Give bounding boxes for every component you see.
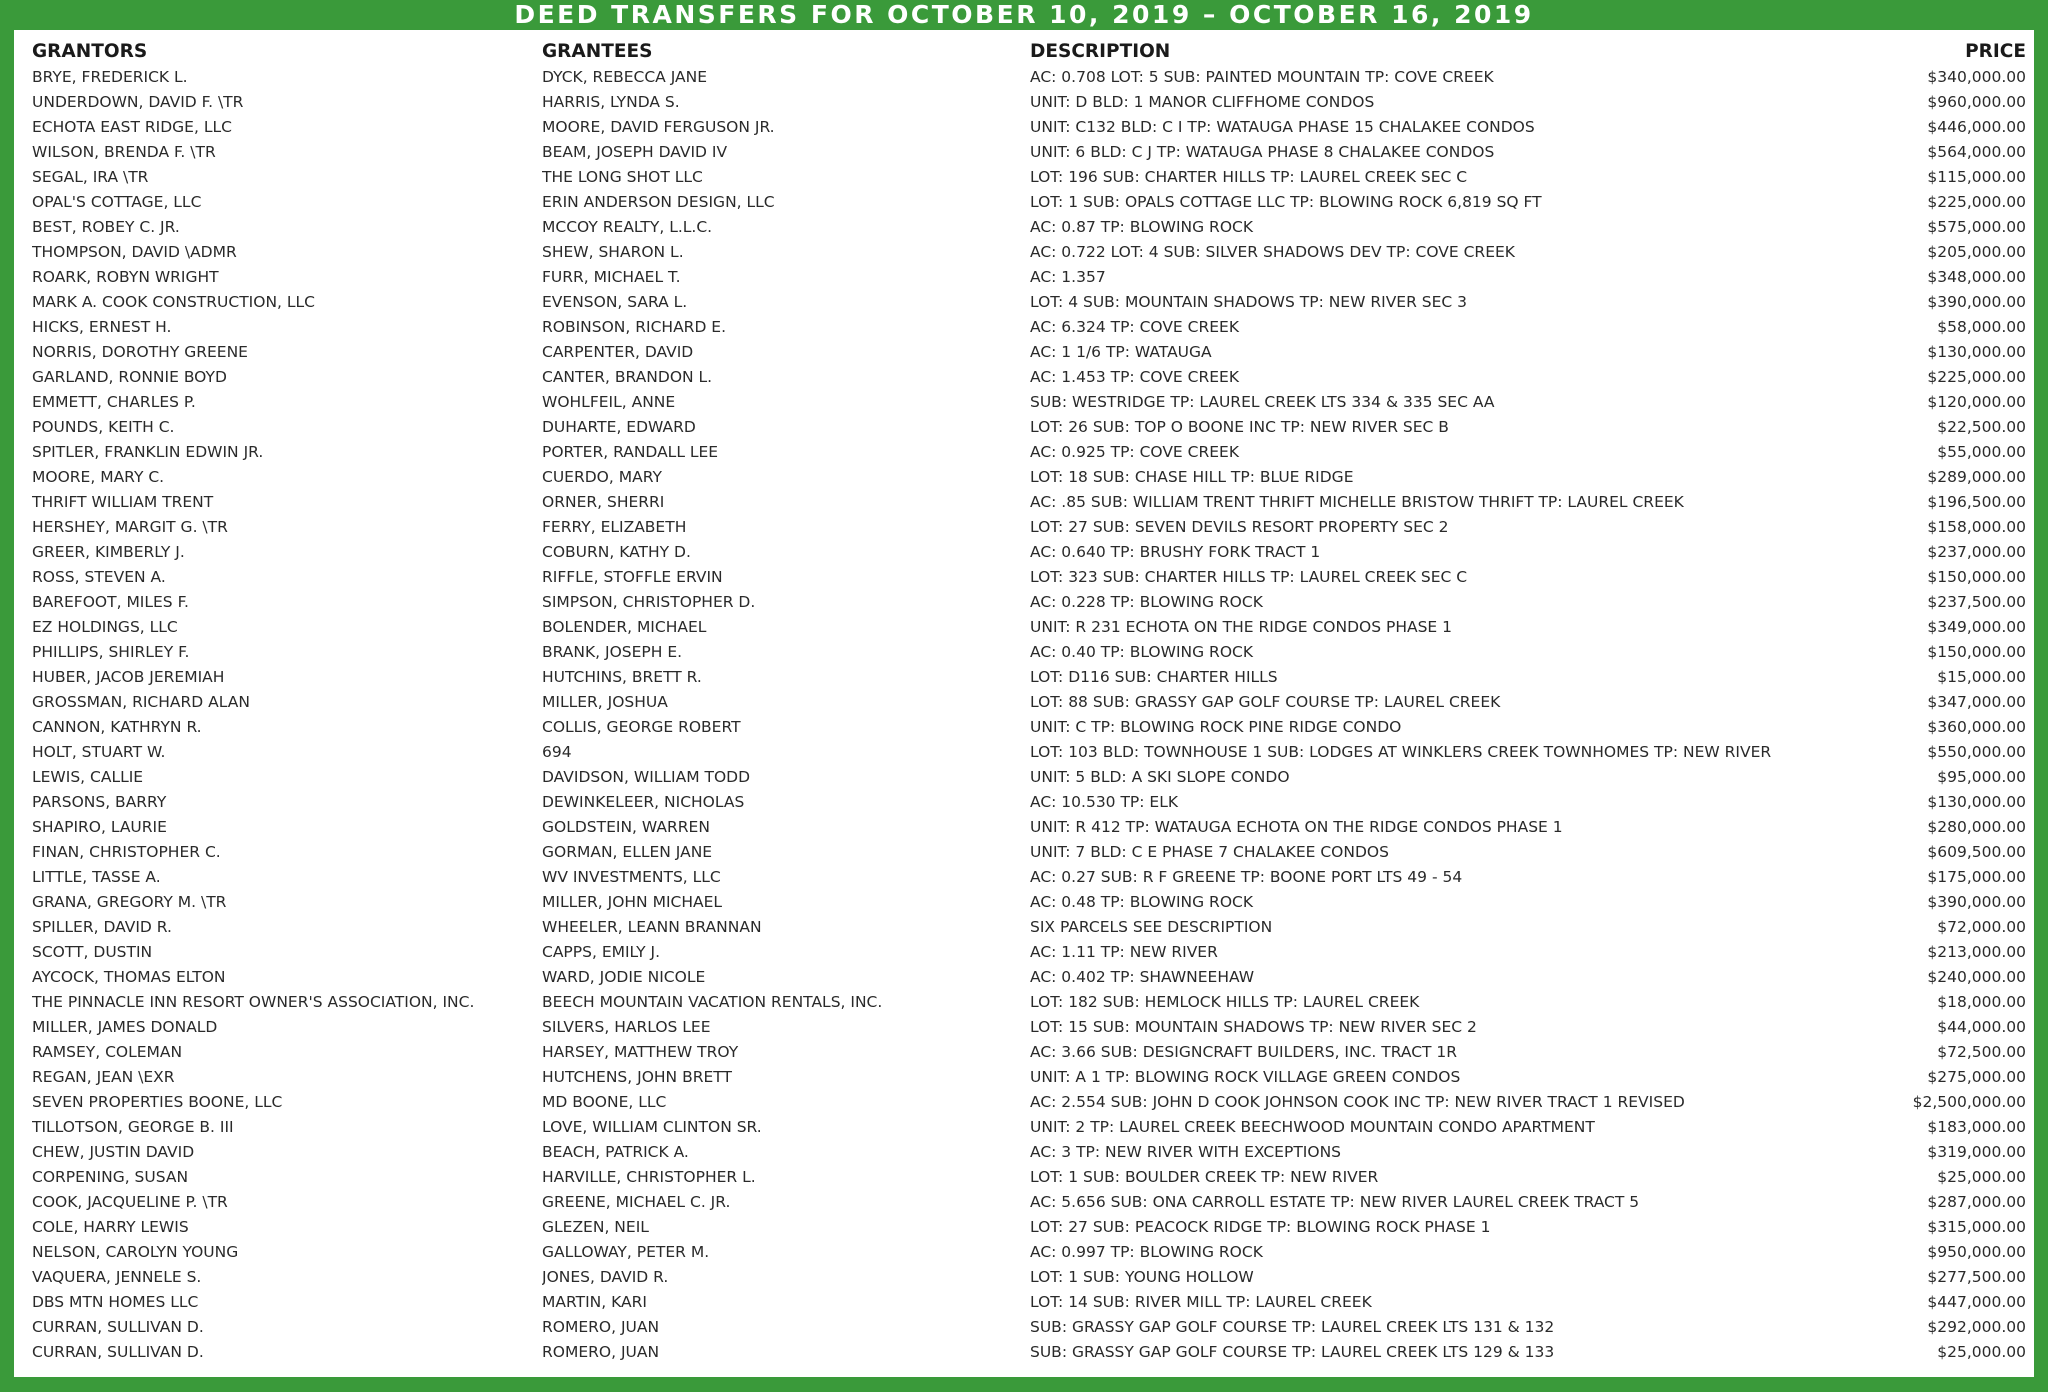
price-header: PRICE bbox=[1965, 41, 2026, 62]
description-cell: AC: 0.48 TP: BLOWING ROCK bbox=[1030, 892, 1254, 911]
price-cell: $390,000.00 bbox=[1927, 292, 2026, 311]
grantee-cell: GORMAN, ELLEN JANE bbox=[542, 842, 713, 861]
description-cell: UNIT: 2 TP: LAUREL CREEK BEECHWOOD MOUNTAIN CONDO APARTMENT bbox=[1030, 1117, 1595, 1136]
grantee-cell: SIMPSON, CHRISTOPHER D. bbox=[542, 592, 756, 611]
description-cell: LOT: 14 SUB: RIVER MILL TP: LAUREL CREEK bbox=[1030, 1292, 1372, 1311]
grantee-cell: COLLIS, GEORGE ROBERT bbox=[542, 717, 741, 736]
description-cell: UNIT: C132 BLD: C I TP: WATAUGA PHASE 15 CHALAKEE CONDOS bbox=[1030, 117, 1535, 136]
grantor-cell: NELSON, CAROLYN YOUNG bbox=[32, 1242, 239, 1261]
grantee-cell: COBURN, KATHY D. bbox=[542, 542, 691, 561]
grantor-cell: PHILLIPS, SHIRLEY F. bbox=[32, 642, 190, 661]
price-cell: $950,000.00 bbox=[1927, 1242, 2026, 1261]
grantor-cell: BAREFOOT, MILES F. bbox=[32, 592, 189, 611]
grantee-cell: MD BOONE, LLC bbox=[542, 1092, 667, 1111]
description-cell: AC: 0.40 TP: BLOWING ROCK bbox=[1030, 642, 1254, 661]
grantor-cell: REGAN, JEAN \EXR bbox=[32, 1067, 175, 1086]
table-row bbox=[32, 139, 2026, 164]
table-row bbox=[32, 1264, 2026, 1289]
description-header: DESCRIPTION bbox=[1030, 41, 1171, 62]
description-cell: LOT: 26 SUB: TOP O BOONE INC TP: NEW RIVER SEC B bbox=[1030, 417, 1449, 436]
grantor-cell: THRIFT WILLIAM TRENT bbox=[32, 492, 214, 511]
description-cell: AC: 0.640 TP: BRUSHY FORK TRACT 1 bbox=[1030, 542, 1321, 561]
table-row bbox=[32, 1139, 2026, 1164]
grantor-cell: LEWIS, CALLIE bbox=[32, 767, 144, 786]
price-cell: $340,000.00 bbox=[1927, 67, 2026, 86]
price-cell: $277,500.00 bbox=[1927, 1267, 2026, 1286]
grantor-cell: GROSSMAN, RICHARD ALAN bbox=[32, 692, 250, 711]
table-row bbox=[32, 839, 2026, 864]
description-cell: LOT: 196 SUB: CHARTER HILLS TP: LAUREL CREEK SEC C bbox=[1030, 167, 1468, 186]
description-cell: AC: 3.66 SUB: DESIGNCRAFT BUILDERS, INC. TRACT 1R bbox=[1030, 1042, 1458, 1061]
grantee-cell: ROMERO, JUAN bbox=[542, 1317, 660, 1336]
description-cell: SUB: GRASSY GAP GOLF COURSE TP: LAUREL CREEK LTS 129 & 133 bbox=[1030, 1342, 1555, 1361]
price-cell: $287,000.00 bbox=[1927, 1192, 2026, 1211]
price-cell: $960,000.00 bbox=[1927, 92, 2026, 111]
table-row bbox=[32, 639, 2026, 664]
price-cell: $609,500.00 bbox=[1927, 842, 2026, 861]
grantor-cell: PARSONS, BARRY bbox=[32, 792, 167, 811]
price-cell: $213,000.00 bbox=[1927, 942, 2026, 961]
table-row bbox=[32, 614, 2026, 639]
price-cell: $349,000.00 bbox=[1927, 617, 2026, 636]
price-cell: $95,000.00 bbox=[1937, 767, 2026, 786]
grantee-cell: WV INVESTMENTS, LLC bbox=[542, 867, 721, 886]
table-row bbox=[32, 1214, 2026, 1239]
grantor-cell: RAMSEY, COLEMAN bbox=[32, 1042, 183, 1061]
table-body bbox=[32, 64, 2026, 1364]
price-cell: $205,000.00 bbox=[1927, 242, 2026, 261]
price-cell: $447,000.00 bbox=[1927, 1292, 2026, 1311]
table-row bbox=[32, 1164, 2026, 1189]
grantor-cell: THE PINNACLE INN RESORT OWNER'S ASSOCIATION, INC. bbox=[32, 992, 475, 1011]
table-row bbox=[32, 1039, 2026, 1064]
price-cell: $175,000.00 bbox=[1927, 867, 2026, 886]
grantor-cell: POUNDS, KEITH C. bbox=[32, 417, 175, 436]
description-cell: SUB: WESTRIDGE TP: LAUREL CREEK LTS 334 & 335 SEC AA bbox=[1030, 392, 1495, 411]
grantee-cell: FERRY, ELIZABETH bbox=[542, 517, 687, 536]
grantee-cell: BRANK, JOSEPH E. bbox=[542, 642, 683, 661]
table-row bbox=[32, 1314, 2026, 1339]
grantees-header: GRANTEES bbox=[542, 41, 653, 62]
table-row bbox=[32, 739, 2026, 764]
grantee-cell: CUERDO, MARY bbox=[542, 467, 662, 486]
price-cell: $237,000.00 bbox=[1927, 542, 2026, 561]
price-cell: $289,000.00 bbox=[1927, 467, 2026, 486]
table-row bbox=[32, 514, 2026, 539]
grantee-cell: MILLER, JOSHUA bbox=[542, 692, 668, 711]
table-row bbox=[32, 1239, 2026, 1264]
grantor-cell: CHEW, JUSTIN DAVID bbox=[32, 1142, 195, 1161]
description-cell: LOT: 88 SUB: GRASSY GAP GOLF COURSE TP: LAUREL CREEK bbox=[1030, 692, 1501, 711]
grantor-cell: ECHOTA EAST RIDGE, LLC bbox=[32, 117, 232, 136]
description-cell: LOT: 323 SUB: CHARTER HILLS TP: LAUREL CREEK SEC C bbox=[1030, 567, 1468, 586]
grantor-cell: HERSHEY, MARGIT G. \TR bbox=[32, 517, 228, 536]
grantee-cell: EVENSON, SARA L. bbox=[542, 292, 688, 311]
price-cell: $292,000.00 bbox=[1927, 1317, 2026, 1336]
grantor-cell: MOORE, MARY C. bbox=[32, 467, 165, 486]
table-row bbox=[32, 1289, 2026, 1314]
description-cell: AC: 3 TP: NEW RIVER WITH EXCEPTIONS bbox=[1030, 1142, 1341, 1161]
grantee-cell: WARD, JODIE NICOLE bbox=[542, 967, 706, 986]
grantee-cell: RIFFLE, STOFFLE ERVIN bbox=[542, 567, 723, 586]
table-row bbox=[32, 664, 2026, 689]
price-cell: $18,000.00 bbox=[1937, 992, 2026, 1011]
price-cell: $150,000.00 bbox=[1927, 642, 2026, 661]
table-row bbox=[32, 939, 2026, 964]
price-cell: $319,000.00 bbox=[1927, 1142, 2026, 1161]
description-cell: LOT: 182 SUB: HEMLOCK HILLS TP: LAUREL CREEK bbox=[1030, 992, 1420, 1011]
description-cell: LOT: 1 SUB: YOUNG HOLLOW bbox=[1030, 1267, 1254, 1286]
description-cell: AC: 0.87 TP: BLOWING ROCK bbox=[1030, 217, 1254, 236]
grantor-cell: COLE, HARRY LEWIS bbox=[32, 1217, 189, 1236]
price-cell: $446,000.00 bbox=[1927, 117, 2026, 136]
grantor-cell: MARK A. COOK CONSTRUCTION, LLC bbox=[32, 292, 315, 311]
description-cell: AC: 0.722 LOT: 4 SUB: SILVER SHADOWS DEV TP: COVE CREEK bbox=[1030, 242, 1515, 261]
grantee-cell: PORTER, RANDALL LEE bbox=[542, 442, 719, 461]
grantee-cell: DYCK, REBECCA JANE bbox=[542, 67, 708, 86]
grantor-cell: NORRIS, DOROTHY GREENE bbox=[32, 342, 248, 361]
grantor-cell: BRYE, FREDERICK L. bbox=[32, 67, 188, 86]
grantee-cell: CAPPS, EMILY J. bbox=[542, 942, 661, 961]
price-cell: $55,000.00 bbox=[1937, 442, 2026, 461]
grantor-cell: WILSON, BRENDA F. \TR bbox=[32, 142, 216, 161]
grantor-cell: SPILLER, DAVID R. bbox=[32, 917, 172, 936]
grantor-cell: SCOTT, DUSTIN bbox=[32, 942, 153, 961]
description-cell: AC: 6.324 TP: COVE CREEK bbox=[1030, 317, 1239, 336]
grantee-cell: WOHLFEIL, ANNE bbox=[542, 392, 676, 411]
grantee-cell: SHEW, SHARON L. bbox=[542, 242, 684, 261]
grantee-cell: GLEZEN, NEIL bbox=[542, 1217, 649, 1236]
description-cell: AC: 2.554 SUB: JOHN D COOK JOHNSON COOK INC TP: NEW RIVER TRACT 1 REVISED bbox=[1030, 1092, 1685, 1111]
page-title: DEED TRANSFERS FOR OCTOBER 10, 2019 – OCTOBER 16, 2019 bbox=[514, 0, 1534, 29]
grantor-cell: CANNON, KATHRYN R. bbox=[32, 717, 202, 736]
grantee-cell: MOORE, DAVID FERGUSON JR. bbox=[542, 117, 775, 136]
table-row bbox=[32, 264, 2026, 289]
grantor-cell: CURRAN, SULLIVAN D. bbox=[32, 1317, 204, 1336]
grantor-cell: HOLT, STUART W. bbox=[32, 742, 166, 761]
table-row bbox=[32, 814, 2026, 839]
grantee-cell: SILVERS, HARLOS LEE bbox=[542, 1017, 711, 1036]
grantor-cell: HUBER, JACOB JEREMIAH bbox=[32, 667, 225, 686]
table-row bbox=[32, 564, 2026, 589]
table-row bbox=[32, 464, 2026, 489]
grantee-cell: LOVE, WILLIAM CLINTON SR. bbox=[542, 1117, 762, 1136]
grantor-cell: THOMPSON, DAVID \ADMR bbox=[32, 242, 237, 261]
table-row bbox=[32, 364, 2026, 389]
table-row bbox=[32, 1339, 2026, 1364]
grantee-cell: BOLENDER, MICHAEL bbox=[542, 617, 707, 636]
grantee-cell: JONES, DAVID R. bbox=[542, 1267, 669, 1286]
grantor-cell: BEST, ROBEY C. JR. bbox=[32, 217, 180, 236]
grantor-cell: COOK, JACQUELINE P. \TR bbox=[32, 1192, 228, 1211]
price-cell: $2,500,000.00 bbox=[1912, 1092, 2026, 1111]
grantor-cell: OPAL'S COTTAGE, LLC bbox=[32, 192, 202, 211]
description-cell: LOT: 18 SUB: CHASE HILL TP: BLUE RIDGE bbox=[1030, 467, 1354, 486]
price-cell: $44,000.00 bbox=[1937, 1017, 2026, 1036]
description-cell: UNIT: R 231 ECHOTA ON THE RIDGE CONDOS PHASE 1 bbox=[1030, 617, 1453, 636]
price-cell: $275,000.00 bbox=[1927, 1067, 2026, 1086]
table-row bbox=[32, 439, 2026, 464]
description-cell: AC: 0.27 SUB: R F GREENE TP: BOONE PORT LTS 49 - 54 bbox=[1030, 867, 1463, 886]
grantor-cell: SEGAL, IRA \TR bbox=[32, 167, 149, 186]
price-cell: $575,000.00 bbox=[1927, 217, 2026, 236]
table-row bbox=[32, 989, 2026, 1014]
price-cell: $130,000.00 bbox=[1927, 342, 2026, 361]
table-row bbox=[32, 689, 2026, 714]
table-row bbox=[32, 889, 2026, 914]
grantor-cell: HICKS, ERNEST H. bbox=[32, 317, 172, 336]
price-cell: $72,500.00 bbox=[1937, 1042, 2026, 1061]
grantee-cell: ORNER, SHERRI bbox=[542, 492, 665, 511]
price-cell: $347,000.00 bbox=[1927, 692, 2026, 711]
price-cell: $280,000.00 bbox=[1927, 817, 2026, 836]
table-row bbox=[32, 214, 2026, 239]
grantee-cell: BEECH MOUNTAIN VACATION RENTALS, INC. bbox=[542, 992, 883, 1011]
grantee-cell: MCCOY REALTY, L.L.C. bbox=[542, 217, 713, 236]
table-row bbox=[32, 789, 2026, 814]
description-cell: UNIT: R 412 TP: WATAUGA ECHOTA ON THE RIDGE CONDOS PHASE 1 bbox=[1030, 817, 1563, 836]
description-cell: AC: 1 1/6 TP: WATAUGA bbox=[1030, 342, 1212, 361]
grantor-cell: SHAPIRO, LAURIE bbox=[32, 817, 167, 836]
description-cell: AC: 1.453 TP: COVE CREEK bbox=[1030, 367, 1239, 386]
table-row bbox=[32, 864, 2026, 889]
grantor-cell: AYCOCK, THOMAS ELTON bbox=[32, 967, 226, 986]
grantor-cell: SEVEN PROPERTIES BOONE, LLC bbox=[32, 1092, 283, 1111]
description-cell: AC: 0.402 TP: SHAWNEEHAW bbox=[1030, 967, 1255, 986]
grantee-cell: MILLER, JOHN MICHAEL bbox=[542, 892, 723, 911]
grantor-cell: CURRAN, SULLIVAN D. bbox=[32, 1342, 204, 1361]
grantee-cell: 694 bbox=[542, 742, 572, 761]
price-cell: $22,500.00 bbox=[1937, 417, 2026, 436]
price-cell: $115,000.00 bbox=[1927, 167, 2026, 186]
description-cell: AC: 1.11 TP: NEW RIVER bbox=[1030, 942, 1218, 961]
price-cell: $183,000.00 bbox=[1927, 1117, 2026, 1136]
grantor-cell: SPITLER, FRANKLIN EDWIN JR. bbox=[32, 442, 264, 461]
price-cell: $25,000.00 bbox=[1937, 1342, 2026, 1361]
price-cell: $390,000.00 bbox=[1927, 892, 2026, 911]
grantor-cell: GRANA, GREGORY M. \TR bbox=[32, 892, 227, 911]
price-cell: $225,000.00 bbox=[1927, 192, 2026, 211]
price-cell: $158,000.00 bbox=[1927, 517, 2026, 536]
table-row bbox=[32, 1089, 2026, 1114]
grantee-cell: DUHARTE, EDWARD bbox=[542, 417, 696, 436]
grantor-cell: UNDERDOWN, DAVID F. \TR bbox=[32, 92, 244, 111]
price-cell: $348,000.00 bbox=[1927, 267, 2026, 286]
description-cell: UNIT: D BLD: 1 MANOR CLIFFHOME CONDOS bbox=[1030, 92, 1375, 111]
grantee-cell: CARPENTER, DAVID bbox=[542, 342, 694, 361]
description-cell: LOT: 27 SUB: PEACOCK RIDGE TP: BLOWING ROCK PHASE 1 bbox=[1030, 1217, 1491, 1236]
table-row bbox=[32, 339, 2026, 364]
table-row bbox=[32, 414, 2026, 439]
grantor-cell: GARLAND, RONNIE BOYD bbox=[32, 367, 227, 386]
table-row bbox=[32, 764, 2026, 789]
description-cell: UNIT: 6 BLD: C J TP: WATAUGA PHASE 8 CHALAKEE CONDOS bbox=[1030, 142, 1495, 161]
description-cell: AC: 0.708 LOT: 5 SUB: PAINTED MOUNTAIN TP: COVE CREEK bbox=[1030, 67, 1494, 86]
table-row bbox=[32, 1114, 2026, 1139]
grantee-cell: BEACH, PATRICK A. bbox=[542, 1142, 689, 1161]
table-row bbox=[32, 489, 2026, 514]
description-cell: AC: 5.656 SUB: ONA CARROLL ESTATE TP: NEW RIVER LAUREL CREEK TRACT 5 bbox=[1030, 1192, 1640, 1211]
grantor-cell: FINAN, CHRISTOPHER C. bbox=[32, 842, 221, 861]
table-row bbox=[32, 589, 2026, 614]
grantee-cell: HARVILLE, CHRISTOPHER L. bbox=[542, 1167, 756, 1186]
grantee-cell: FURR, MICHAEL T. bbox=[542, 267, 681, 286]
price-cell: $196,500.00 bbox=[1927, 492, 2026, 511]
table-row bbox=[32, 914, 2026, 939]
grantee-cell: HARRIS, LYNDA S. bbox=[542, 92, 680, 111]
grantee-cell: HUTCHINS, BRETT R. bbox=[542, 667, 702, 686]
grantor-cell: CORPENING, SUSAN bbox=[32, 1167, 189, 1186]
price-cell: $58,000.00 bbox=[1937, 317, 2026, 336]
table-row bbox=[32, 314, 2026, 339]
grantors-header: GRANTORS bbox=[32, 41, 148, 62]
grantee-cell: ROBINSON, RICHARD E. bbox=[542, 317, 727, 336]
description-cell: AC: 0.997 TP: BLOWING ROCK bbox=[1030, 1242, 1263, 1261]
description-cell: UNIT: 5 BLD: A SKI SLOPE CONDO bbox=[1030, 767, 1290, 786]
price-cell: $315,000.00 bbox=[1927, 1217, 2026, 1236]
price-cell: $360,000.00 bbox=[1927, 717, 2026, 736]
table-row bbox=[32, 389, 2026, 414]
description-cell: UNIT: C TP: BLOWING ROCK PINE RIDGE CONDO bbox=[1030, 717, 1402, 736]
description-cell: LOT: 103 BLD: TOWNHOUSE 1 SUB: LODGES AT WINKLERS CREEK TOWNHOMES TP: NEW RIVER bbox=[1030, 742, 1772, 761]
description-cell: LOT: D116 SUB: CHARTER HILLS bbox=[1030, 667, 1278, 686]
grantee-cell: DAVIDSON, WILLIAM TODD bbox=[542, 767, 751, 786]
grantor-cell: GREER, KIMBERLY J. bbox=[32, 542, 185, 561]
table-row bbox=[32, 114, 2026, 139]
price-cell: $130,000.00 bbox=[1927, 792, 2026, 811]
price-cell: $15,000.00 bbox=[1937, 667, 2026, 686]
grantee-cell: THE LONG SHOT LLC bbox=[542, 167, 703, 186]
table-row bbox=[32, 714, 2026, 739]
description-cell: SUB: GRASSY GAP GOLF COURSE TP: LAUREL CREEK LTS 131 & 132 bbox=[1030, 1317, 1555, 1336]
table-row bbox=[32, 539, 2026, 564]
description-cell: AC: 10.530 TP: ELK bbox=[1030, 792, 1179, 811]
table-row bbox=[32, 164, 2026, 189]
price-cell: $564,000.00 bbox=[1927, 142, 2026, 161]
description-cell: LOT: 4 SUB: MOUNTAIN SHADOWS TP: NEW RIVER SEC 3 bbox=[1030, 292, 1468, 311]
description-cell: LOT: 15 SUB: MOUNTAIN SHADOWS TP: NEW RIVER SEC 2 bbox=[1030, 1017, 1477, 1036]
grantor-cell: ROSS, STEVEN A. bbox=[32, 567, 166, 586]
grantee-cell: BEAM, JOSEPH DAVID IV bbox=[542, 142, 728, 161]
grantor-cell: ROARK, ROBYN WRIGHT bbox=[32, 267, 219, 286]
table-row bbox=[32, 239, 2026, 264]
grantee-cell: ERIN ANDERSON DESIGN, LLC bbox=[542, 192, 775, 211]
table-row bbox=[32, 1189, 2026, 1214]
table-row bbox=[32, 1064, 2026, 1089]
price-cell: $240,000.00 bbox=[1927, 967, 2026, 986]
description-cell: AC: 1.357 bbox=[1030, 267, 1106, 286]
price-cell: $72,000.00 bbox=[1937, 917, 2026, 936]
grantee-cell: GREENE, MICHAEL C. JR. bbox=[542, 1192, 731, 1211]
grantee-cell: GOLDSTEIN, WARREN bbox=[542, 817, 710, 836]
content-panel bbox=[14, 30, 2034, 1377]
table-row bbox=[32, 189, 2026, 214]
price-cell: $120,000.00 bbox=[1927, 392, 2026, 411]
grantor-cell: VAQUERA, JENNELE S. bbox=[32, 1267, 202, 1286]
grantor-cell: DBS MTN HOMES LLC bbox=[32, 1292, 199, 1311]
grantee-cell: ROMERO, JUAN bbox=[542, 1342, 660, 1361]
grantee-cell: HARSEY, MATTHEW TROY bbox=[542, 1042, 739, 1061]
deed-transfers-table bbox=[32, 39, 2026, 1364]
description-cell: LOT: 27 SUB: SEVEN DEVILS RESORT PROPERTY SEC 2 bbox=[1030, 517, 1449, 536]
grantee-cell: CANTER, BRANDON L. bbox=[542, 367, 713, 386]
table-row bbox=[32, 289, 2026, 314]
price-cell: $237,500.00 bbox=[1927, 592, 2026, 611]
price-cell: $550,000.00 bbox=[1927, 742, 2026, 761]
grantor-cell: EZ HOLDINGS, LLC bbox=[32, 617, 178, 636]
description-cell: LOT: 1 SUB: BOULDER CREEK TP: NEW RIVER bbox=[1030, 1167, 1379, 1186]
grantor-cell: LITTLE, TASSE A. bbox=[32, 867, 161, 886]
description-cell: LOT: 1 SUB: OPALS COTTAGE LLC TP: BLOWING ROCK 6,819 SQ FT bbox=[1030, 192, 1542, 211]
price-cell: $225,000.00 bbox=[1927, 367, 2026, 386]
grantor-cell: TILLOTSON, GEORGE B. III bbox=[32, 1117, 234, 1136]
description-cell: UNIT: 7 BLD: C E PHASE 7 CHALAKEE CONDOS bbox=[1030, 842, 1389, 861]
grantee-cell: MARTIN, KARI bbox=[542, 1292, 647, 1311]
description-cell: AC: 0.925 TP: COVE CREEK bbox=[1030, 442, 1239, 461]
grantee-cell: HUTCHENS, JOHN BRETT bbox=[542, 1067, 732, 1086]
description-cell: UNIT: A 1 TP: BLOWING ROCK VILLAGE GREEN CONDOS bbox=[1030, 1067, 1461, 1086]
table-row bbox=[32, 964, 2026, 989]
price-cell: $150,000.00 bbox=[1927, 567, 2026, 586]
grantee-cell: WHEELER, LEANN BRANNAN bbox=[542, 917, 762, 936]
description-cell: AC: 0.228 TP: BLOWING ROCK bbox=[1030, 592, 1263, 611]
table-row bbox=[32, 89, 2026, 114]
grantee-cell: DEWINKELEER, NICHOLAS bbox=[542, 792, 745, 811]
grantor-cell: MILLER, JAMES DONALD bbox=[32, 1017, 218, 1036]
description-cell: SIX PARCELS SEE DESCRIPTION bbox=[1030, 917, 1273, 936]
table-row bbox=[32, 64, 2026, 89]
grantee-cell: GALLOWAY, PETER M. bbox=[542, 1242, 710, 1261]
price-cell: $25,000.00 bbox=[1937, 1167, 2026, 1186]
grantor-cell: EMMETT, CHARLES P. bbox=[32, 392, 196, 411]
table-row bbox=[32, 1014, 2026, 1039]
header-row bbox=[32, 39, 2026, 64]
description-cell: AC: .85 SUB: WILLIAM TRENT THRIFT MICHELLE BRISTOW THRIFT TP: LAUREL CREEK bbox=[1030, 492, 1684, 511]
